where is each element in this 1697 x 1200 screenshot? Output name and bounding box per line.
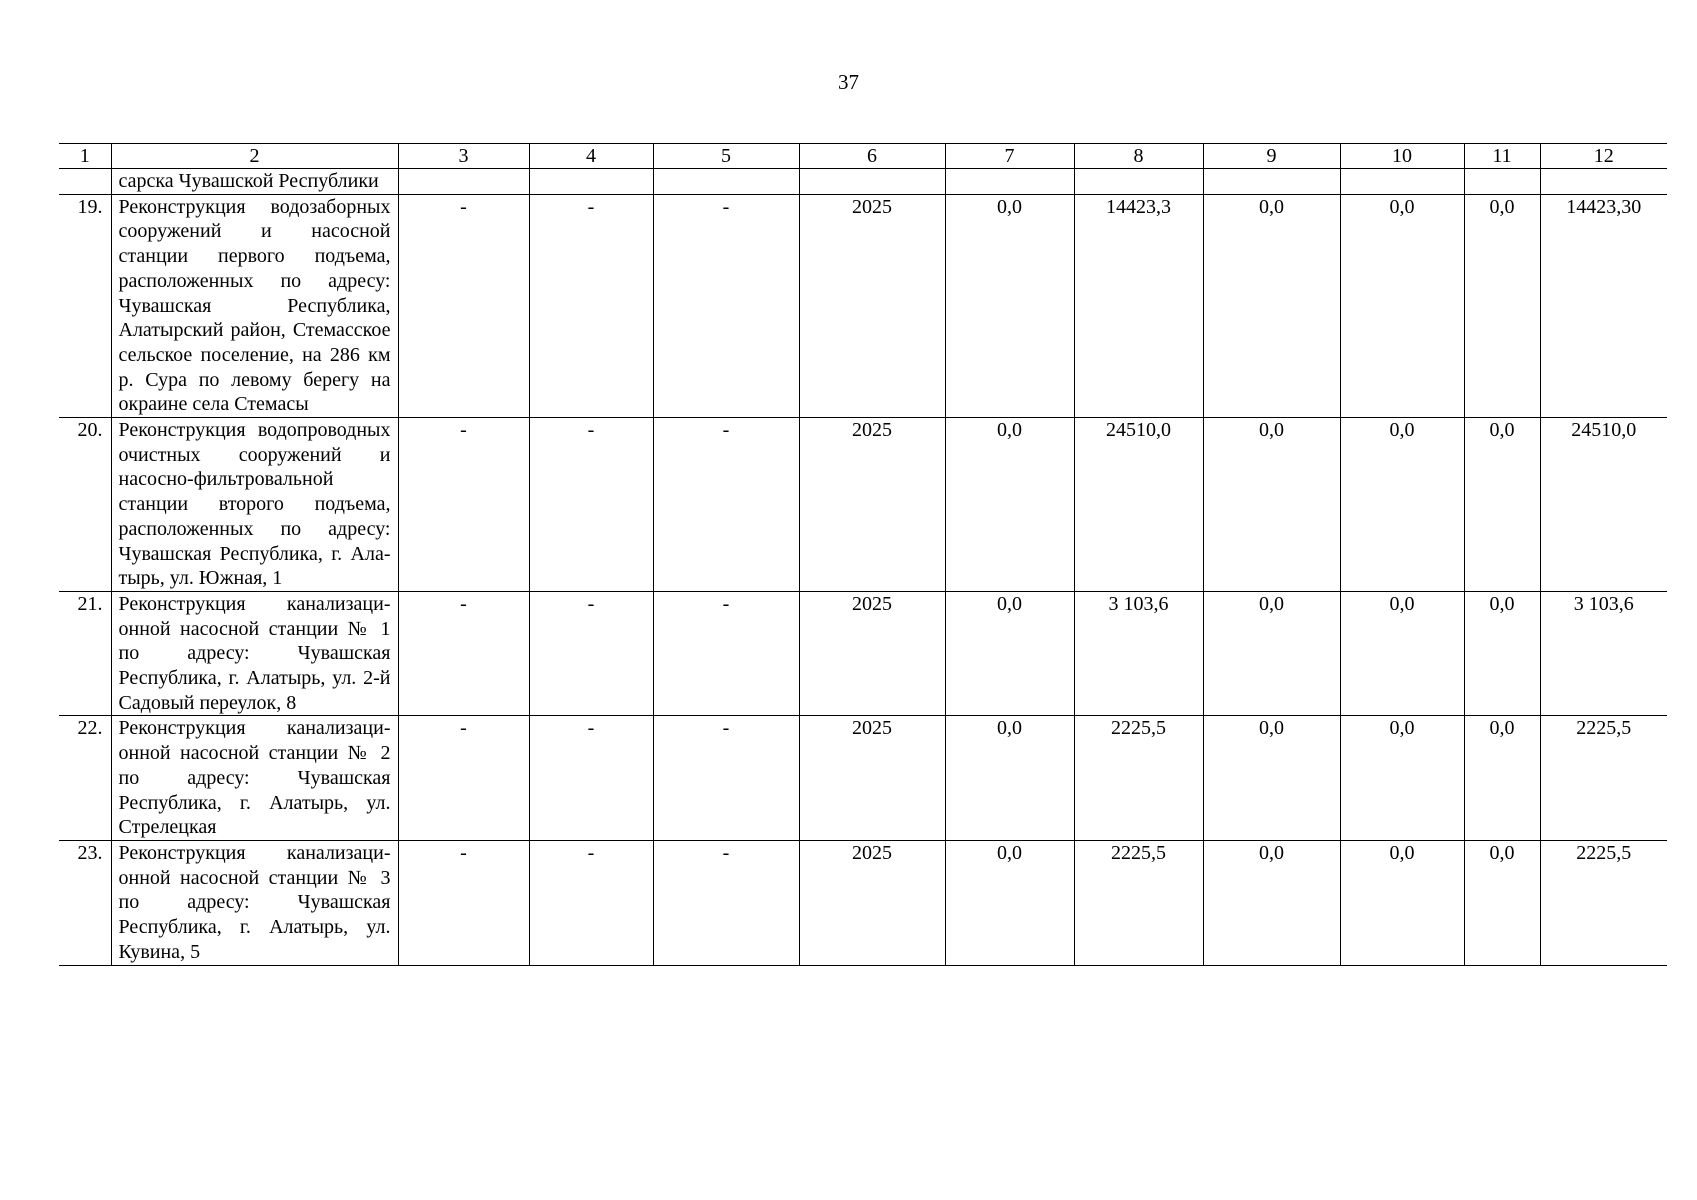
column-header: 5 [653,144,799,169]
cell-col10 [1340,169,1464,195]
cell-col5: - [653,194,799,417]
cell-col7: 0,0 [945,194,1074,417]
cell-col7: 0,0 [945,591,1074,716]
table-row [59,418,1667,592]
cell-col6: 2025 [799,418,945,592]
cell-col3: - [398,418,529,592]
cell-col7: 0,0 [945,840,1074,965]
cell-col9 [1203,169,1340,195]
cell-col5: - [653,418,799,592]
cell-col11: 0,0 [1464,194,1540,417]
cell-col12: 14423,30 [1540,194,1667,417]
cell-col6 [799,169,945,195]
table-row [59,591,1667,716]
cell-col12: 2225,5 [1540,716,1667,841]
cell-col7: 0,0 [945,716,1074,841]
cell-col9: 0,0 [1203,840,1340,965]
cell-col6: 2025 [799,194,945,417]
column-header: 4 [529,144,653,169]
row-number: 19. [59,194,111,417]
column-header: 12 [1540,144,1667,169]
table-row [59,716,1667,841]
column-header: 8 [1074,144,1203,169]
cell-col6: 2025 [799,591,945,716]
data-table [59,143,1667,966]
cell-col6: 2025 [799,716,945,841]
cell-col11: 0,0 [1464,418,1540,592]
column-header: 6 [799,144,945,169]
cell-col3: - [398,840,529,965]
cell-col10: 0,0 [1340,418,1464,592]
cell-col12: 24510,0 [1540,418,1667,592]
cell-col10: 0,0 [1340,840,1464,965]
column-header: 1 [59,144,111,169]
cell-col10: 0,0 [1340,194,1464,417]
cell-col4: - [529,716,653,841]
cell-col7 [945,169,1074,195]
cell-col11: 0,0 [1464,591,1540,716]
row-number: 20. [59,418,111,592]
row-number: 21. [59,591,111,716]
cell-col3: - [398,591,529,716]
row-number [59,169,111,195]
cell-col7: 0,0 [945,418,1074,592]
cell-col10: 0,0 [1340,716,1464,841]
row-description: Реконструкция канализационной насосной станции № 1 по адресу: Чувашская Республика, г. Алатырь, ул. 2-й Садовый переулок, 8 [111,591,398,716]
column-header: 10 [1340,144,1464,169]
cell-col3: - [398,194,529,417]
cell-col5: - [653,591,799,716]
cell-col12: 2225,5 [1540,840,1667,965]
cell-col3 [398,169,529,195]
cell-col6: 2025 [799,840,945,965]
cell-col5: - [653,840,799,965]
cell-col3: - [398,716,529,841]
row-number: 23. [59,840,111,965]
cell-col5: - [653,716,799,841]
cell-col4 [529,169,653,195]
row-description: Реконструкция канализационной насосной станции № 2 по адресу: Чувашская Республика, г. Алатырь, ул. Стрелецкая [111,716,398,841]
cell-col12 [1540,169,1667,195]
cell-col12: 3 103,6 [1540,591,1667,716]
column-header: 2 [111,144,398,169]
cell-col4: - [529,418,653,592]
cell-col9: 0,0 [1203,716,1340,841]
cell-col8: 24510,0 [1074,418,1203,592]
cell-col4: - [529,840,653,965]
cell-col4: - [529,194,653,417]
row-description: Реконструкция водозаборных сооружений и насосной станции первого подъема, расположенных по адресу: Чувашская Республика, Алатырский район, Стемасское сельское поселение, на 286 км р. Сура по левому берегу на окраине села Стемасы [111,194,398,417]
cell-col8: 2225,5 [1074,840,1203,965]
cell-col4: - [529,591,653,716]
table-row [59,169,1667,195]
cell-col9: 0,0 [1203,194,1340,417]
column-header: 7 [945,144,1074,169]
cell-col8: 14423,3 [1074,194,1203,417]
table-row [59,840,1667,965]
cell-col10: 0,0 [1340,591,1464,716]
row-description: Реконструкция водопроводных очистных сооружений и насосно-фильтровальной станции второго подъема, расположенных по адресу: Чувашская Республика, г. Алатырь, ул. Южная, 1 [111,418,398,592]
column-header: 3 [398,144,529,169]
header-row [59,144,1667,169]
row-number: 22. [59,716,111,841]
cell-col9: 0,0 [1203,418,1340,592]
cell-col9: 0,0 [1203,591,1340,716]
page-number: 37 [838,70,859,94]
table-row [59,194,1667,417]
cell-col8: 2225,5 [1074,716,1203,841]
cell-col11 [1464,169,1540,195]
row-description: Реконструкция канализационной насосной станции № 3 по адресу: Чувашская Республика, г. Алатырь, ул. Кувина, 5 [111,840,398,965]
cell-col11: 0,0 [1464,716,1540,841]
cell-col11: 0,0 [1464,840,1540,965]
cell-col8 [1074,169,1203,195]
column-header: 9 [1203,144,1340,169]
cell-col5 [653,169,799,195]
row-description: сарска Чувашской Республики [111,169,398,195]
cell-col8: 3 103,6 [1074,591,1203,716]
column-header: 11 [1464,144,1540,169]
